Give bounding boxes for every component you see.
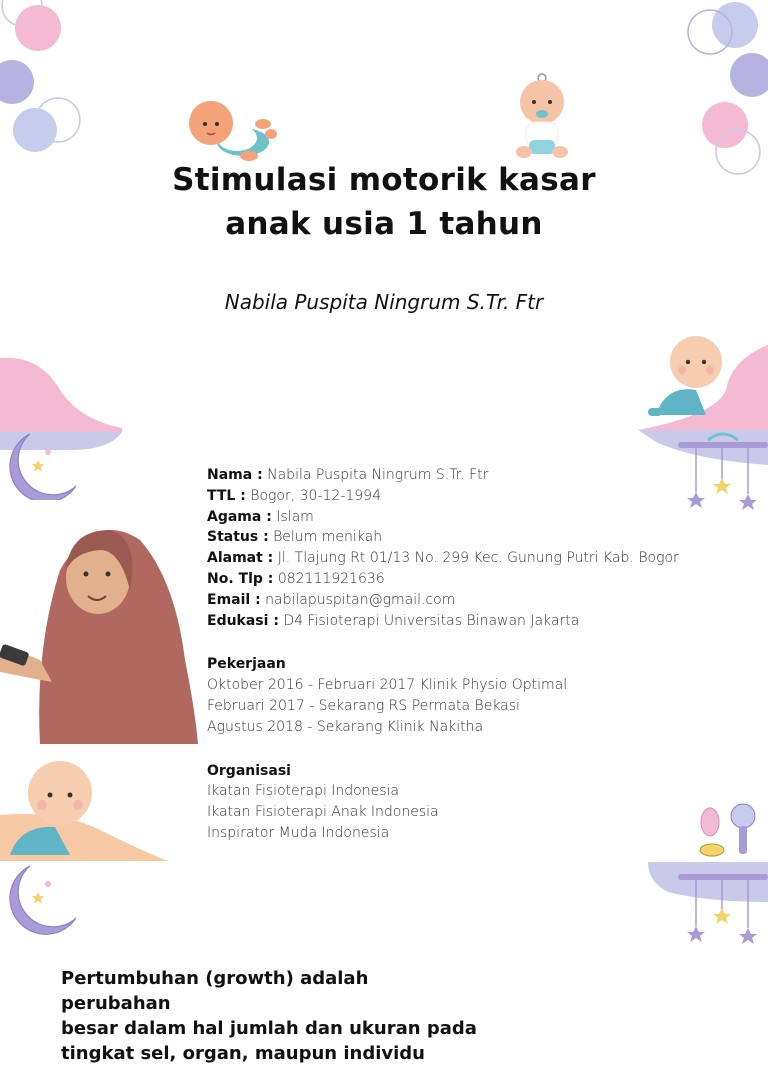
value-nama: Nabila Puspita Ningrum S.Tr. Ftr [267, 467, 489, 483]
organisasi-item: Inspirator Muda Indonesia [207, 824, 390, 841]
baby-lying-illustration [185, 98, 280, 166]
value-edukasi: D4 Fisioterapi Universitas Binawan Jakarta [283, 612, 580, 629]
growth-definition [61, 966, 481, 1066]
pekerjaan-item: Februari 2017 - Sekarang RS Permata Bekasi [207, 697, 520, 714]
growth-line-1: Pertumbuhan (growth) adalah perubahan [61, 968, 369, 1014]
info-row-status [207, 527, 679, 548]
info-row-agama [207, 507, 679, 528]
decor-circles-top-left [0, 0, 100, 160]
value-status: Belum menikah [273, 529, 383, 546]
baby-mobile-toy-bottom [678, 862, 768, 952]
info-row-edukasi [207, 611, 679, 632]
organisasi-item: Ikatan Fisioterapi Indonesia [207, 783, 400, 800]
info-row-ttl [207, 486, 679, 507]
label-alamat: Alamat : [207, 550, 274, 567]
decor-circles-top-right [670, 0, 768, 180]
label-email: Email : [207, 591, 261, 608]
profile-photo [0, 500, 200, 744]
organisasi-heading: Organisasi [207, 762, 291, 779]
label-edukasi: Edukasi : [207, 612, 279, 629]
label-tlp: No. Tlp : [207, 570, 274, 587]
label-status: Status : [207, 529, 269, 546]
value-tlp: 082111921636 [277, 570, 385, 587]
pekerjaan-item: Oktober 2016 - Februari 2017 Klinik Physio Optimal [207, 677, 568, 694]
baby-crawling-illustration-left [0, 755, 170, 863]
value-email: nabilapuspitan@gmail.com [265, 591, 456, 608]
info-row-nama [207, 465, 679, 486]
pekerjaan-item: Agustus 2018 - Sekarang Klinik Nakitha [207, 718, 484, 735]
info-row-email [207, 590, 679, 611]
baby-mobile-toy-right [678, 430, 768, 520]
pekerjaan-heading: Pekerjaan [207, 656, 286, 673]
organisasi-item: Ikatan Fisioterapi Anak Indonesia [207, 804, 439, 821]
baby-sitting-illustration [512, 72, 572, 164]
label-agama: Agama : [207, 508, 272, 525]
moon-icon-bottom [0, 862, 82, 940]
title-line-1: Stimulasi motorik kasar [172, 162, 596, 198]
label-nama: Nama : [207, 467, 263, 483]
author-name: Nabila Puspita Ningrum S.Tr. Ftr [224, 290, 544, 314]
title-line-2: anak usia 1 tahun [225, 206, 543, 242]
rattle-pacifier-illustration [695, 800, 765, 862]
moon-icon [0, 430, 82, 508]
info-row-tlp [207, 569, 679, 590]
growth-line-3: tingkat sel, organ, maupun individu [61, 1043, 425, 1064]
value-alamat: Jl. Tlajung Rt 01/13 No. 299 Kec. Gunung Putri Kab. Bogor [277, 550, 679, 567]
value-agama: Islam [276, 508, 314, 525]
value-ttl: Bogor, 30-12-1994 [250, 487, 381, 504]
page-title [0, 158, 768, 246]
profile-info [207, 465, 679, 844]
label-ttl: TTL : [207, 487, 246, 504]
info-row-alamat [207, 548, 679, 569]
growth-line-2: besar dalam hal jumlah dan ukuran pada [61, 1018, 477, 1039]
